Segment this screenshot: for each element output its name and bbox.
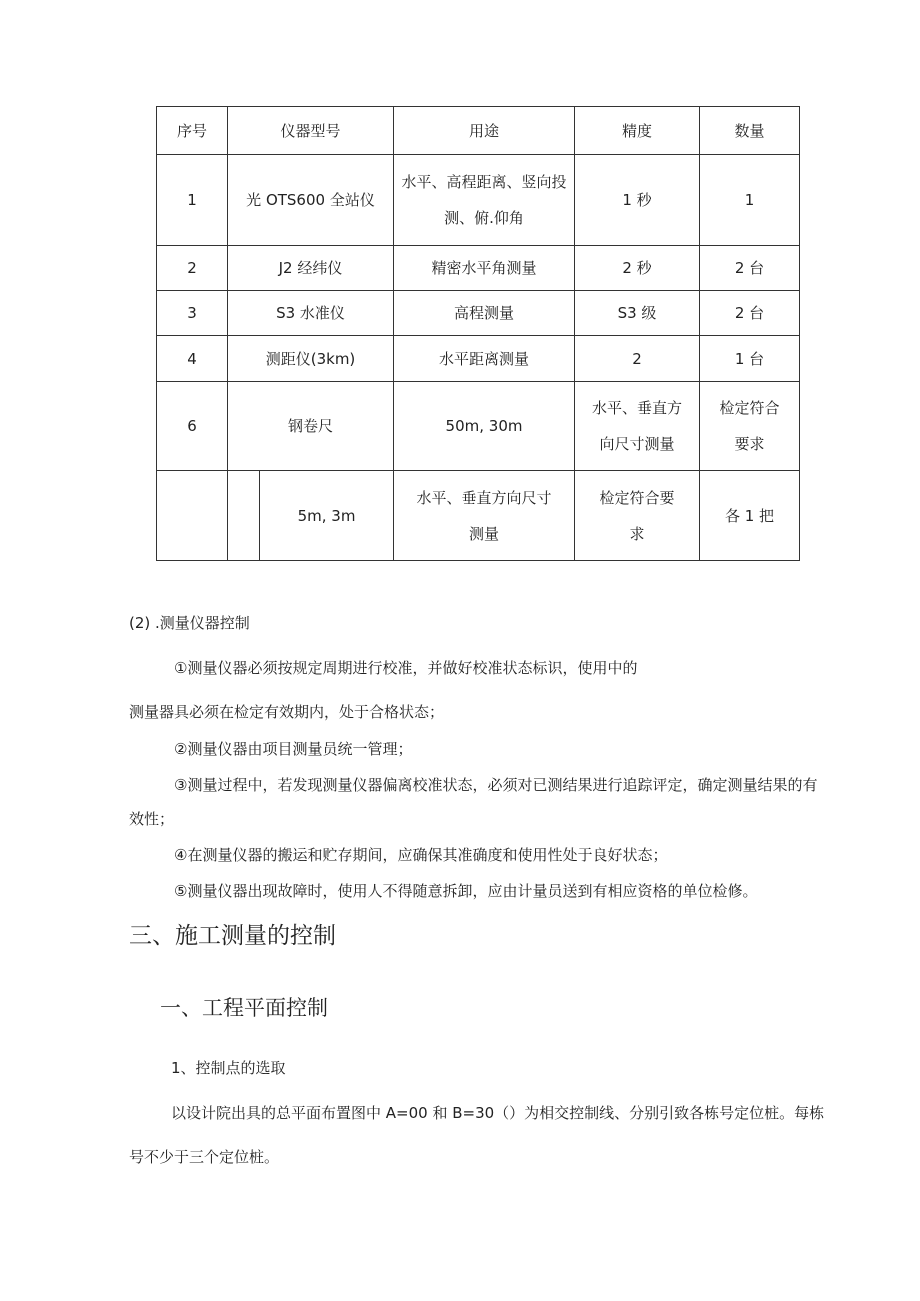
table-header-row [157,107,800,155]
heading-main: 三、施工测量的控制 [129,923,336,949]
cell-use-line: 水平、高程距离、竖向投 [401,173,567,191]
control-item-4: ④在测量仪器的搬运和贮存期间，应确保其准确度和使用性处于良好状态； [174,846,668,864]
table-row [157,246,800,291]
cell-qty: 2 台 [700,246,800,291]
cell-use-line: 测、俯.仰角 [444,209,524,227]
subsection-title: 1、控制点的选取 [171,1059,286,1077]
cell-qty: 1 [700,155,800,246]
instrument-table [156,106,800,561]
cell-use [394,155,575,246]
cell-model: S3 水准仪 [228,291,394,336]
cell-precision-line: 检定符合要 [599,488,675,507]
cell-use: 50m, 30m [394,382,575,471]
cell-use-line: 测量 [469,524,500,543]
instrument-table-wrapper [156,106,799,560]
cell-use: 高程测量 [394,291,575,336]
control-item-1-cont: 测量器具必须在检定有效期内，处于合格状态； [129,703,445,721]
control-item-5: ⑤测量仪器出现故障时，使用人不得随意拆卸，应由计量员送到有相应资格的单位检修。 [174,882,758,900]
cell-precision-line: 向尺寸测量 [599,435,675,453]
cell-no: 6 [157,382,228,471]
table-row [157,336,800,382]
cell-qty: 1 台 [700,336,800,382]
cell-precision-line: 水平、垂直方 [592,399,683,417]
cell-precision: 1 秒 [575,155,700,246]
cell-no [157,471,228,561]
header-precision: 精度 [575,107,700,155]
cell-precision: S3 级 [575,291,700,336]
control-item-2: ②测量仪器由项目测量员统一管理； [174,740,413,758]
control-item-3-cont: 效性； [129,810,175,828]
cell-use-line: 水平、垂直方向尺寸 [416,488,552,507]
cell-model: 5m, 3m [260,471,394,561]
subsection-para-cont: 号不少于三个定位桩。 [129,1148,280,1166]
table-row [157,291,800,336]
cell-qty-line: 要求 [734,435,765,453]
heading-sub: 一、工程平面控制 [160,996,328,1020]
control-item-1: ①测量仪器必须按规定周期进行校准，并做好校准状态标识，使用中的 [174,659,638,677]
cell-use [394,471,575,561]
cell-no: 3 [157,291,228,336]
cell-precision: 2 [575,336,700,382]
cell-use: 精密水平角测量 [394,246,575,291]
table-row [157,382,800,471]
cell-precision: 2 秒 [575,246,700,291]
cell-no: 2 [157,246,228,291]
header-use: 用途 [394,107,575,155]
cell-precision [575,471,700,561]
cell-no: 1 [157,155,228,246]
header-model: 仪器型号 [228,107,394,155]
section-control-title: (2) .测量仪器控制 [129,614,250,632]
subsection-para: 以设计院出具的总平面布置图中 A=00 和 B=30（）为相交控制线、分别引致各栋号定位桩。每栋 [171,1104,825,1122]
cell-qty: 各 1 把 [700,471,800,561]
header-no: 序号 [157,107,228,155]
cell-empty [228,471,260,561]
cell-precision [575,382,700,471]
table-row [157,155,800,246]
cell-model: 钢卷尺 [228,382,394,471]
cell-model: J2 经纬仪 [228,246,394,291]
table-row [157,471,800,561]
cell-model: 光 OTS600 全站仪 [228,155,394,246]
cell-use: 水平距离测量 [394,336,575,382]
header-qty: 数量 [700,107,800,155]
cell-qty: 2 台 [700,291,800,336]
cell-precision-line: 求 [629,524,645,543]
cell-model: 测距仪(3km) [228,336,394,382]
cell-no: 4 [157,336,228,382]
cell-qty-line: 检定符合 [719,399,780,417]
control-item-3: ③测量过程中，若发现测量仪器偏离校准状态，必须对已测结果进行追踪评定，确定测量结果的有 [174,776,818,794]
cell-qty [700,382,800,471]
